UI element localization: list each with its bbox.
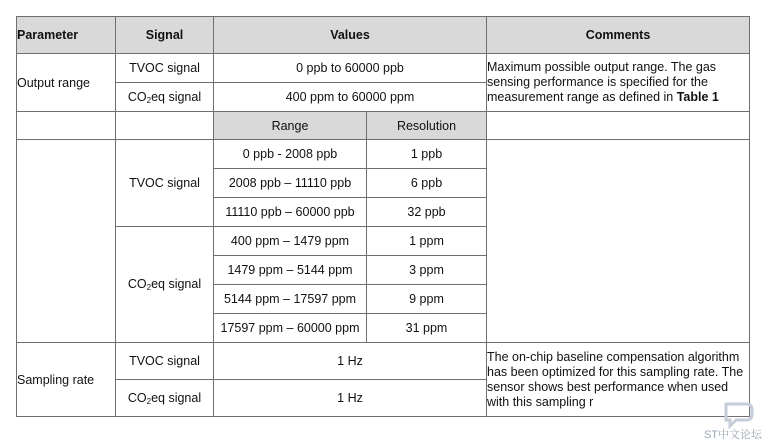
resolution-header-row: [17, 112, 750, 140]
sampling-rate-co2-value: 1 Hz: [214, 380, 487, 417]
resolution-header: Resolution: [367, 112, 487, 140]
table-row: [17, 140, 750, 169]
tvoc-resolution-signal: TVOC signal: [116, 140, 214, 227]
header-signal: Signal: [116, 17, 214, 54]
resolution-cell: 6 ppb: [367, 169, 487, 198]
range-cell: 1479 ppm – 5144 ppm: [214, 256, 367, 285]
watermark: ST中文论坛: [703, 429, 762, 441]
resolution-cell: 32 ppb: [367, 198, 487, 227]
resolution-cell: 1 ppm: [367, 227, 487, 256]
empty-cell: [116, 112, 214, 140]
sampling-rate-co2-signal: $CO_2eq$ signal: [116, 380, 214, 417]
empty-cell: [17, 112, 116, 140]
empty-parameter-cell: [17, 140, 116, 343]
resolution-cell: 1 ppb: [367, 140, 487, 169]
range-cell: 0 ppb - 2008 ppb: [214, 140, 367, 169]
resolution-cell: 9 ppm: [367, 285, 487, 314]
header-values: Values: [214, 17, 487, 54]
sampling-rate-comment: The on-chip baseline compensation algorithm has been optimized for this sampling rate. The sensor shows best performance when used with this sampling r: [487, 343, 750, 417]
output-range-tvoc-row: [17, 54, 750, 83]
output-range-comment-text: Maximum possible output range. The gas sensing performance is specified for the measurement range as defined in: [487, 60, 717, 104]
empty-cell: [487, 112, 750, 140]
header-comments: Comments: [487, 17, 750, 54]
spec-table: [16, 16, 750, 417]
range-cell: 2008 ppb – 11110 ppb: [214, 169, 367, 198]
range-cell: 11110 ppb – 60000 ppb: [214, 198, 367, 227]
sampling-rate-label: Sampling rate: [17, 343, 116, 417]
header-row: [17, 17, 750, 54]
range-header: Range: [214, 112, 367, 140]
output-range-tvoc-value: 0 ppb to 60000 ppb: [214, 54, 487, 83]
output-range-tvoc-signal: TVOC signal: [116, 54, 214, 83]
output-range-co2-signal: $CO_2eq$ signal: [116, 83, 214, 112]
output-range-co2-value: 400 ppm to 60000 ppm: [214, 83, 487, 112]
range-cell: 5144 ppm – 17597 ppm: [214, 285, 367, 314]
range-cell: 17597 ppm – 60000 ppm: [214, 314, 367, 343]
header-parameter: Parameter: [17, 17, 116, 54]
output-range-label: Output range: [17, 54, 116, 112]
range-cell: 400 ppm – 1479 ppm: [214, 227, 367, 256]
co2-resolution-signal: $CO_2eq$ signal: [116, 227, 214, 343]
empty-comment-cell: [487, 140, 750, 343]
sampling-rate-tvoc-signal: TVOC signal: [116, 343, 214, 380]
output-range-comment: [487, 54, 750, 112]
resolution-cell: 31 ppm: [367, 314, 487, 343]
sampling-rate-tvoc-value: 1 Hz: [214, 343, 487, 380]
sampling-rate-tvoc-row: [17, 343, 750, 380]
table-1-reference: Table 1: [676, 90, 719, 104]
resolution-cell: 3 ppm: [367, 256, 487, 285]
